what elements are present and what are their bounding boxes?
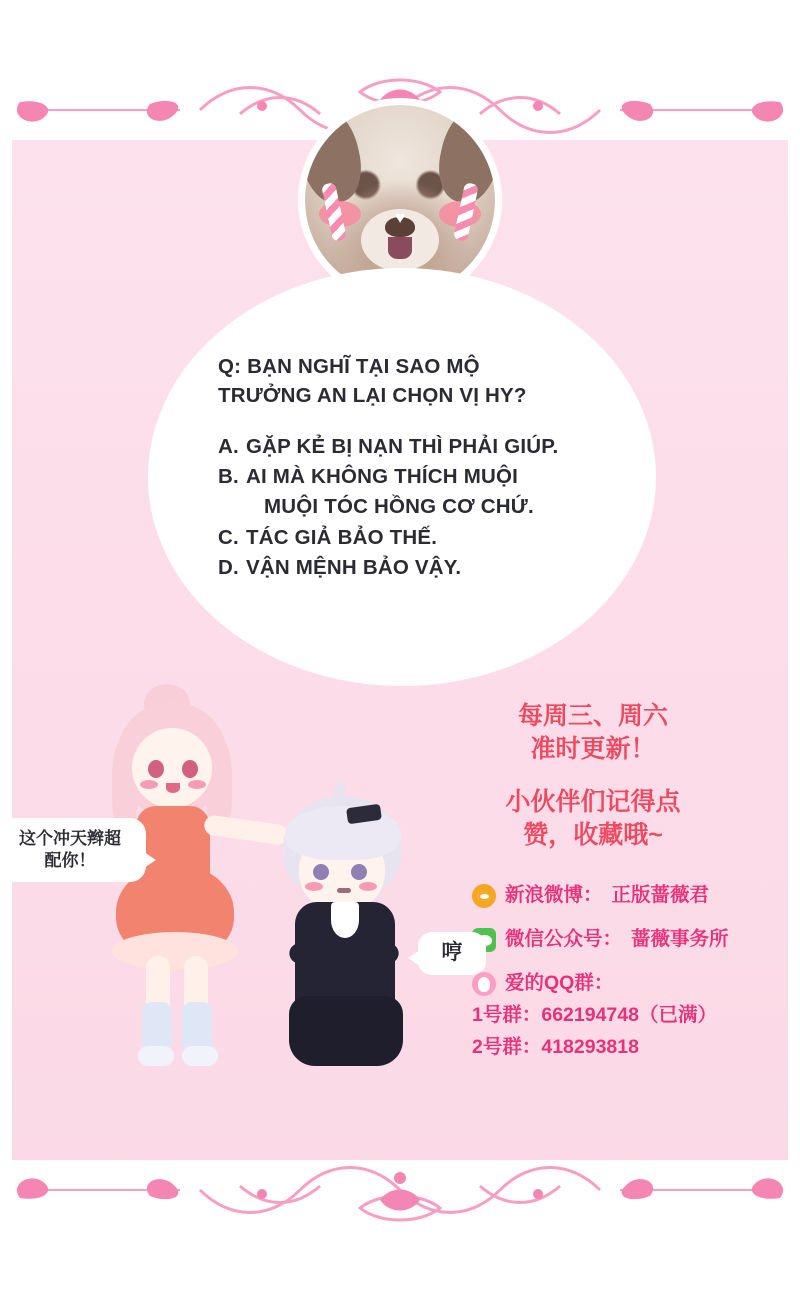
- girl-shoe-right: [182, 1046, 218, 1066]
- frame-right: [788, 0, 800, 1300]
- cta-line-2: 赞，收藏哦~: [523, 821, 663, 849]
- boy-mouth: [337, 888, 351, 893]
- dog-mouth: [388, 237, 412, 259]
- question-line-1: Q: BẠN NGHĨ TẠI SAO MỘ: [218, 355, 480, 378]
- cta-notice: [452, 786, 734, 852]
- answer-list: [218, 432, 618, 582]
- cta-line-1: 小伙伴们记得点: [505, 788, 681, 816]
- contact-label: 新浪微博：: [505, 884, 603, 907]
- girl-shoe-left: [138, 1046, 174, 1066]
- speech-line-1: 这个冲天辫超: [19, 829, 121, 848]
- dog-photo-avatar: [305, 105, 495, 295]
- boy-legs: [289, 996, 403, 1066]
- girl-eye-right: [182, 760, 198, 778]
- answer-key: C.: [218, 525, 239, 549]
- girl-mouth: [166, 783, 180, 793]
- answer-text: MUỘI TÓC HỒNG CƠ CHỨ.: [264, 495, 534, 519]
- answer-text: AI MÀ KHÔNG THÍCH MUỘI: [246, 465, 519, 489]
- contact-list: [472, 884, 782, 1063]
- frame-left: [0, 0, 12, 1300]
- question-line-2: TRƯỞNG AN LẠI CHỌN VỊ HY?: [218, 384, 527, 408]
- update-schedule-notice: [458, 700, 728, 766]
- girl-face: [132, 728, 212, 808]
- avatar: [305, 105, 495, 295]
- qq-group-1: 1号群：662194748（已满）: [472, 1004, 717, 1026]
- answer-option-a: [218, 432, 618, 461]
- boy-eye-right: [351, 864, 367, 880]
- answer-text: GẶP KẺ BỊ NẠN THÌ PHẢI GIÚP.: [246, 435, 559, 459]
- answer-key: B.: [218, 465, 239, 489]
- boy-blush-right: [359, 882, 377, 891]
- qq-group-list: [472, 1000, 782, 1063]
- contact-label: 爱的QQ群：: [505, 972, 614, 995]
- answer-option-b: [218, 462, 618, 491]
- spacer: [218, 410, 618, 432]
- girl-skirt-lace: [112, 932, 238, 970]
- speech-bubble-boy: 哼: [418, 932, 486, 975]
- contact-value: 蔷薇事务所: [631, 928, 729, 951]
- girl-eye-left: [148, 760, 164, 778]
- weibo-icon: [472, 884, 496, 908]
- qq-icon: [472, 972, 496, 996]
- schedule-line-1: 每周三、周六: [517, 702, 668, 730]
- heart-icon: ♥: [394, 208, 406, 227]
- qq-group-2: 2号群：418293818: [472, 1035, 639, 1058]
- boy-blush-left: [305, 882, 323, 891]
- ornament-bottom: [0, 1150, 800, 1230]
- contact-qq[interactable]: [472, 972, 782, 996]
- contact-wechat[interactable]: [472, 928, 782, 952]
- speech-bubble-girl: [0, 818, 146, 882]
- answer-key: [218, 492, 237, 521]
- quiz-text: [218, 352, 618, 583]
- answer-option-b-continued: [218, 492, 618, 521]
- boy-collar: [331, 902, 359, 938]
- boy-bangs: [285, 806, 401, 860]
- speech-line-2: 配你！: [44, 850, 96, 870]
- answer-option-c: [218, 523, 618, 552]
- schedule-line-2: 准时更新！: [530, 735, 656, 763]
- answer-key: D.: [218, 555, 239, 579]
- answer-option-d: [218, 553, 618, 582]
- contact-label: 微信公众号：: [505, 928, 623, 951]
- answer-key: A.: [218, 435, 239, 459]
- answer-text: TÁC GIẢ BẢO THẾ.: [246, 525, 438, 549]
- contact-value: 正版蔷薇君: [611, 884, 710, 907]
- contact-weibo[interactable]: [472, 884, 782, 908]
- boy-eye-left: [313, 864, 329, 880]
- girl-blush-right: [188, 780, 206, 789]
- answer-text: VẬN MỆNH BẢO VẬY.: [246, 555, 462, 579]
- girl-blush-left: [140, 780, 158, 789]
